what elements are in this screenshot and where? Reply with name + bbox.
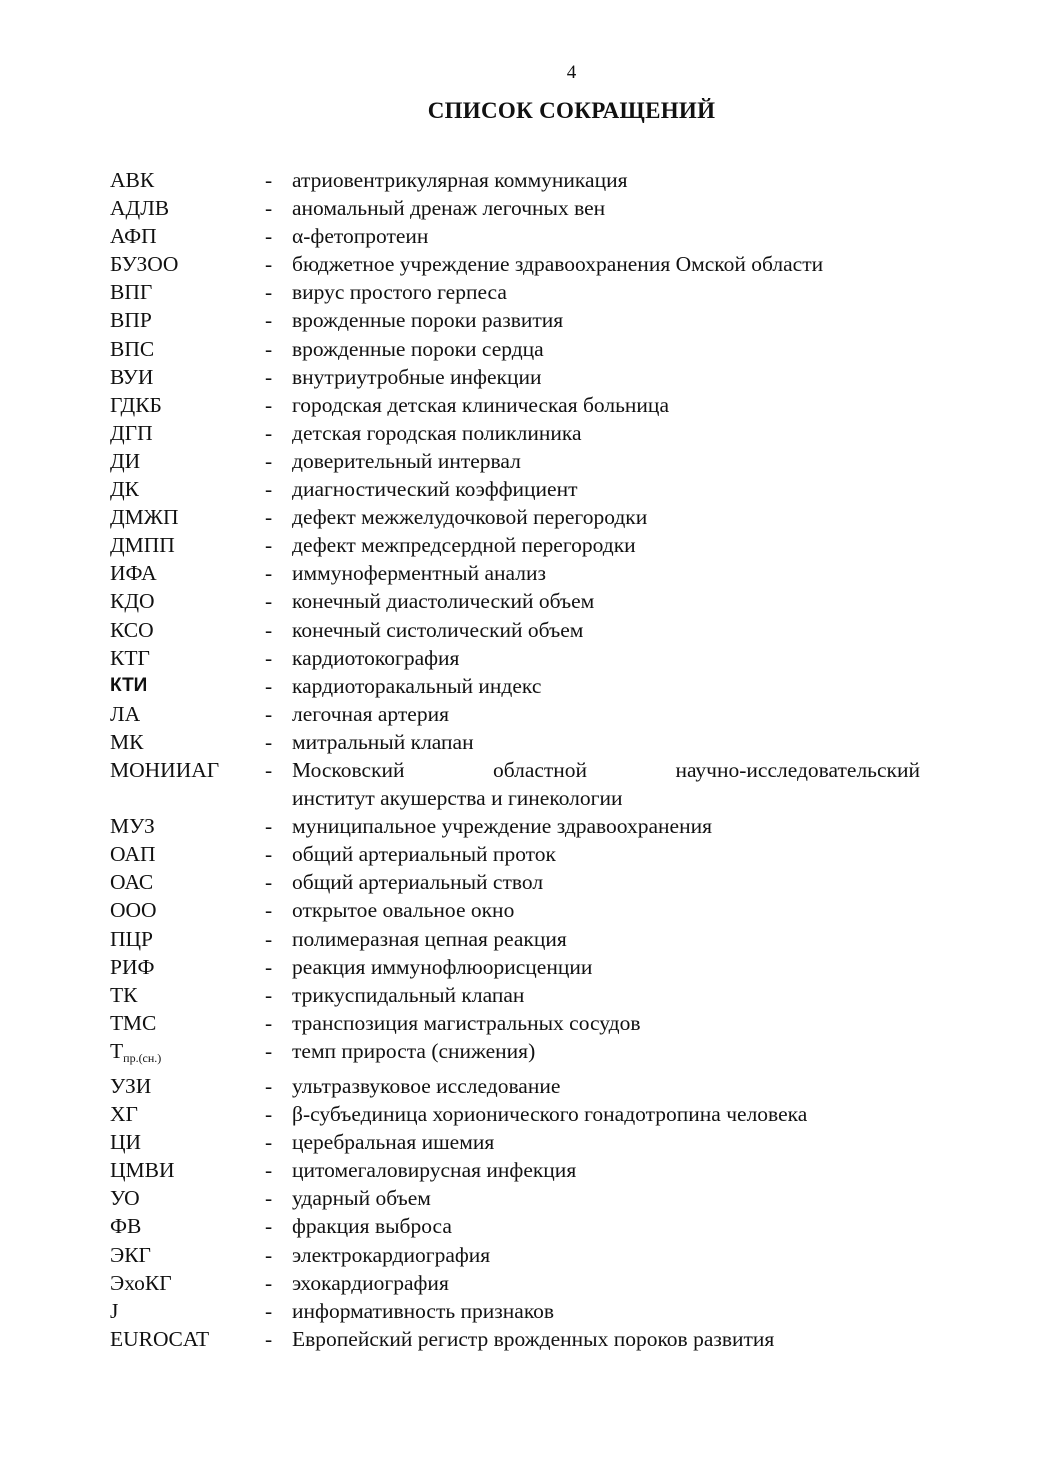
dash: - (265, 392, 273, 417)
abbreviation: ФВ (110, 1214, 142, 1239)
dash: - (265, 870, 273, 895)
abbreviation: ЦМВИ (110, 1158, 175, 1183)
dash: - (265, 224, 273, 249)
abbreviation: АФП (110, 224, 157, 249)
list-item (110, 335, 920, 363)
abbreviation: ЛА (110, 701, 141, 726)
definition: атриовентрикулярная коммуникация (292, 168, 628, 192)
definition: кардиотокография (292, 645, 460, 670)
list-item (110, 447, 920, 475)
definition: общий артериальный проток (292, 842, 556, 867)
list-item (110, 419, 920, 447)
dash: - (265, 1130, 273, 1155)
definition: дефект межпредсердной перегородки (292, 533, 636, 558)
dash: - (265, 1242, 273, 1267)
dash: - (265, 926, 273, 951)
dash: - (265, 673, 273, 698)
list-item (110, 925, 920, 953)
definition: Европейский регистр врожденных пороков развития (292, 1326, 775, 1351)
dash: - (265, 420, 273, 445)
dash: - (265, 308, 273, 333)
abbreviation: ДМЖП (110, 505, 179, 530)
list-item (110, 391, 920, 419)
dash: - (265, 196, 273, 221)
abbreviation: УО (110, 1186, 140, 1211)
definition: полимеразная цепная реакция (292, 926, 567, 951)
dash: - (265, 617, 273, 642)
definition: муниципальное учреждение здравоохранения (292, 814, 713, 839)
list-item (110, 1269, 920, 1297)
abbreviation: ВУИ (110, 364, 154, 389)
list-item (110, 896, 920, 924)
definition: вирус простого герпеса (292, 280, 507, 305)
dash: - (265, 729, 273, 754)
definition: внутриутробные инфекции (292, 364, 542, 389)
dash: - (265, 814, 273, 839)
page-number: 4 (566, 62, 577, 83)
list-item (110, 644, 920, 672)
dash: - (265, 1186, 273, 1211)
dash: - (265, 1158, 273, 1183)
list-item (110, 616, 920, 644)
abbreviation: ГДКБ (110, 392, 162, 417)
list-item (110, 503, 920, 531)
definition-line-2: институт акушерства и гинекологии (292, 786, 623, 811)
dash: - (265, 842, 273, 867)
dash: - (265, 168, 273, 192)
list-item (110, 1072, 920, 1100)
definition: открытое овальное окно (292, 898, 515, 923)
dash: - (265, 701, 273, 726)
definition: дефект межжелудочковой перегородки (292, 505, 648, 530)
abbreviation-subscript: пр.(сн.) (123, 1050, 162, 1065)
list-item (110, 587, 920, 615)
dash: - (265, 1270, 273, 1295)
abbreviation: ДК (110, 477, 140, 502)
abbreviation: ИФА (110, 561, 157, 586)
definition: β-субъединица хорионического гонадотропина человека (292, 1102, 808, 1127)
abbreviation: МК (110, 729, 144, 754)
abbreviation: АДЛВ (110, 196, 170, 221)
definition: конечный диастолический объем (292, 589, 595, 614)
dash: - (265, 1214, 273, 1239)
dash: - (265, 1074, 273, 1098)
list-item (110, 953, 920, 981)
definition: городская детская клиническая больница (292, 392, 669, 417)
abbreviation: ЭхоКГ (110, 1270, 172, 1295)
list-item (110, 363, 920, 391)
abbreviations-list (110, 166, 920, 1353)
list-item (110, 981, 920, 1009)
dash: - (265, 364, 273, 389)
abbreviation (110, 1037, 265, 1072)
abbreviation: ЭКГ (110, 1242, 151, 1267)
definition: информативность признаков (292, 1298, 555, 1323)
abbreviation: EUROCAT (110, 1326, 210, 1351)
list-item (110, 559, 920, 587)
abbreviation: РИФ (110, 954, 155, 979)
definition: цитомегаловирусная инфекция (292, 1158, 577, 1183)
list-item (110, 728, 920, 756)
abbreviation: УЗИ (110, 1074, 152, 1098)
abbreviation: БУЗОО (110, 252, 179, 277)
abbreviation: КДО (110, 589, 155, 614)
definition: электрокардиография (292, 1242, 491, 1267)
abbreviation: ДИ (110, 448, 141, 473)
definition: общий артериальный ствол (292, 870, 544, 895)
abbreviation: ВПР (110, 308, 152, 333)
list-item (110, 812, 920, 840)
list-item (110, 250, 920, 278)
abbreviation: ВПС (110, 336, 155, 361)
dash: - (265, 1298, 273, 1323)
dash: - (265, 954, 273, 979)
abbreviation-base: Т (110, 1038, 124, 1063)
definition: детская городская поликлиника (292, 420, 582, 445)
dash: - (265, 1102, 273, 1127)
list-item (110, 1212, 920, 1240)
list-item (110, 1037, 920, 1072)
abbreviation: ПЦР (110, 926, 154, 951)
definition: доверительный интервал (292, 448, 521, 473)
dash: - (265, 982, 273, 1007)
list-item (110, 306, 920, 334)
definition: бюджетное учреждение здравоохранения Омской области (292, 252, 824, 277)
list-item (110, 278, 920, 306)
dash: - (265, 477, 273, 502)
dash: - (265, 757, 273, 782)
definition: митральный клапан (292, 729, 474, 754)
definition (292, 756, 920, 812)
list-item (110, 475, 920, 503)
definition: церебральная ишемия (292, 1130, 495, 1155)
definition: эхокардиография (292, 1270, 449, 1295)
list-item (110, 1009, 920, 1037)
dash: - (265, 505, 273, 530)
dash: - (265, 898, 273, 923)
definition-line-1: Московский областной научно-исследовательский (292, 757, 920, 782)
dash: - (265, 1326, 273, 1351)
list-item (110, 1297, 920, 1325)
definition: α-фетопротеин (292, 224, 429, 249)
page-title: СПИСОК СОКРАЩЕНИЙ (427, 98, 716, 123)
abbreviation: АВК (110, 168, 155, 192)
list-item (110, 1100, 920, 1128)
definition: конечный систолический объем (292, 617, 584, 642)
definition: ударный объем (292, 1186, 431, 1211)
dash: - (265, 336, 273, 361)
abbreviation: МУЗ (110, 814, 155, 839)
abbreviation: ЦИ (110, 1130, 142, 1155)
list-item (110, 1325, 920, 1353)
list-item (110, 756, 920, 812)
abbreviation: ОАС (110, 870, 154, 895)
definition: врожденные пороки развития (292, 308, 564, 333)
definition: аномальный дренаж легочных вен (292, 196, 606, 221)
abbreviation: КСО (110, 617, 154, 642)
definition: иммуноферментный анализ (292, 561, 547, 586)
definition: ультразвуковое исследование (292, 1074, 561, 1098)
dash: - (265, 1038, 273, 1063)
dash: - (265, 533, 273, 558)
list-item (110, 1156, 920, 1184)
definition: диагностический коэффициент (292, 477, 578, 502)
list-item (110, 700, 920, 728)
list-item (110, 840, 920, 868)
definition: трикуспидальный клапан (292, 982, 525, 1007)
list-item (110, 672, 920, 700)
list-item (110, 194, 920, 222)
abbreviation: КТИ (110, 674, 148, 696)
list-item (110, 1128, 920, 1156)
definition: кардиоторакальный индекс (292, 673, 542, 698)
abbreviation: J (110, 1298, 119, 1323)
abbreviation: ТК (110, 982, 138, 1007)
list-item (110, 868, 920, 896)
definition: фракция выброса (292, 1214, 452, 1239)
abbreviation: ДМПП (110, 533, 175, 558)
list-item (110, 1184, 920, 1212)
definition: транспозиция магистральных сосудов (292, 1010, 641, 1035)
dash: - (265, 448, 273, 473)
abbreviation: ТМС (110, 1010, 157, 1035)
abbreviation: ДГП (110, 420, 153, 445)
definition: реакция иммунофлюорисценции (292, 954, 593, 979)
definition: легочная артерия (292, 701, 449, 726)
abbreviation: МОНИИАГ (110, 757, 220, 782)
abbreviation: КТГ (110, 645, 150, 670)
abbreviation: ВПГ (110, 280, 153, 305)
definition: темп прироста (снижения) (292, 1038, 536, 1063)
dash: - (265, 1010, 273, 1035)
abbreviation: ХГ (110, 1102, 138, 1127)
definition: врожденные пороки сердца (292, 336, 544, 361)
list-item (110, 1241, 920, 1269)
dash: - (265, 280, 273, 305)
list-item (110, 531, 920, 559)
abbreviation: ОАП (110, 842, 156, 867)
abbreviation: ООО (110, 898, 157, 923)
dash: - (265, 252, 273, 277)
dash: - (265, 589, 273, 614)
list-item (110, 166, 920, 194)
dash: - (265, 561, 273, 586)
list-item (110, 222, 920, 250)
dash: - (265, 645, 273, 670)
